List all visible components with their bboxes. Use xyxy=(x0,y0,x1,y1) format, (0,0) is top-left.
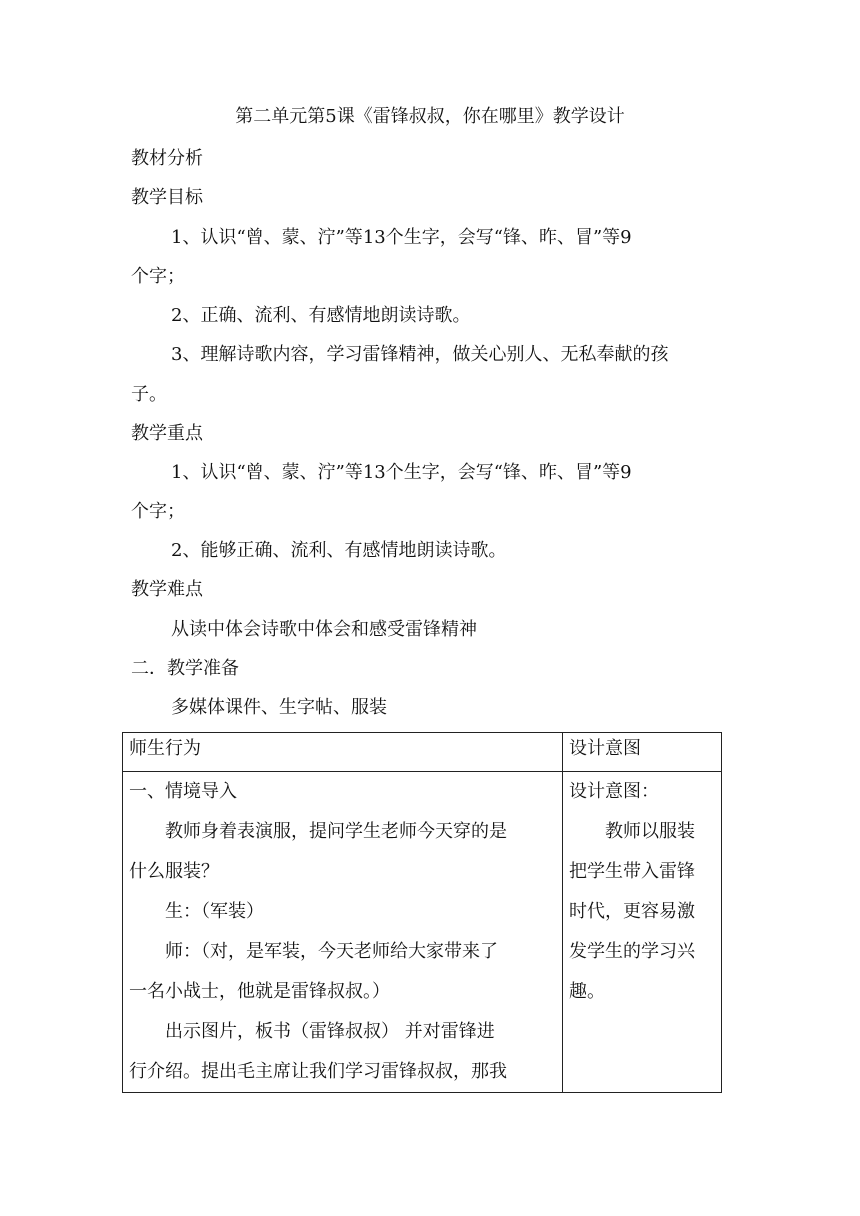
activity-line: 生：（军装） xyxy=(165,901,264,922)
section-heading-prep: 二．教学准备 xyxy=(131,658,239,679)
section-heading-goals: 教学目标 xyxy=(131,187,203,208)
intent-line: 把学生带入雷锋 xyxy=(569,861,695,882)
intent-line: 趣。 xyxy=(569,981,605,1002)
section-heading-key: 教学重点 xyxy=(131,423,203,444)
activity-line: 教师身着表演服，提问学生老师今天穿的是 xyxy=(165,821,507,842)
table-cell-intent xyxy=(563,772,722,1093)
goal-1-line-2: 个字； xyxy=(131,266,185,287)
activity-line: 出示图片，板书（雷锋叔叔） 并对雷锋进 xyxy=(165,1021,495,1042)
activity-line: 师：（对，是军装，今天老师给大家带来了 xyxy=(165,941,498,962)
prep-text: 多媒体课件、生字帖、服装 xyxy=(171,697,387,718)
intent-line: 教师以服装 xyxy=(605,821,695,842)
difficulty-text: 从读中体会诗歌中体会和感受雷锋精神 xyxy=(171,619,477,640)
table-header-left: 师生行为 xyxy=(123,733,563,772)
goal-3-line-1: 3、理解诗歌内容，学习雷锋精神，做关心别人、无私奉献的孩 xyxy=(171,344,669,365)
key-2: 2、能够正确、流利、有感情地朗读诗歌。 xyxy=(171,540,507,561)
activity-line: 一名小战士，他就是雷锋叔叔。） xyxy=(129,981,390,1002)
intent-heading: 设计意图： xyxy=(569,781,659,802)
table-cell-activities xyxy=(123,772,563,1093)
lesson-table xyxy=(122,732,722,1093)
intent-line: 发学生的学习兴 xyxy=(569,941,695,962)
table-header-right: 设计意图 xyxy=(563,733,722,772)
activity-line: 什么服装？ xyxy=(129,861,219,882)
goal-3-line-2: 子。 xyxy=(131,384,167,405)
goal-2: 2、正确、流利、有感情地朗读诗歌。 xyxy=(171,305,471,326)
activity-heading: 一、情境导入 xyxy=(129,781,237,802)
activity-line: 行介绍。提出毛主席让我们学习雷锋叔叔，那我 xyxy=(129,1061,507,1082)
section-heading-analysis: 教材分析 xyxy=(131,148,203,169)
key-1-line-1: 1、认识“曾、蒙、泞”等13个生字，会写“锋、昨、冒”等9 xyxy=(171,462,632,483)
intent-line: 时代，更容易激 xyxy=(569,901,695,922)
page-title: 第二单元第5课《雷锋叔叔，你在哪里》教学设计 xyxy=(235,106,625,127)
key-1-line-2: 个字； xyxy=(131,501,185,522)
section-heading-difficulty: 教学难点 xyxy=(131,579,203,600)
goal-1-line-1: 1、认识“曾、蒙、泞”等13个生字，会写“锋、昨、冒”等9 xyxy=(171,227,632,248)
